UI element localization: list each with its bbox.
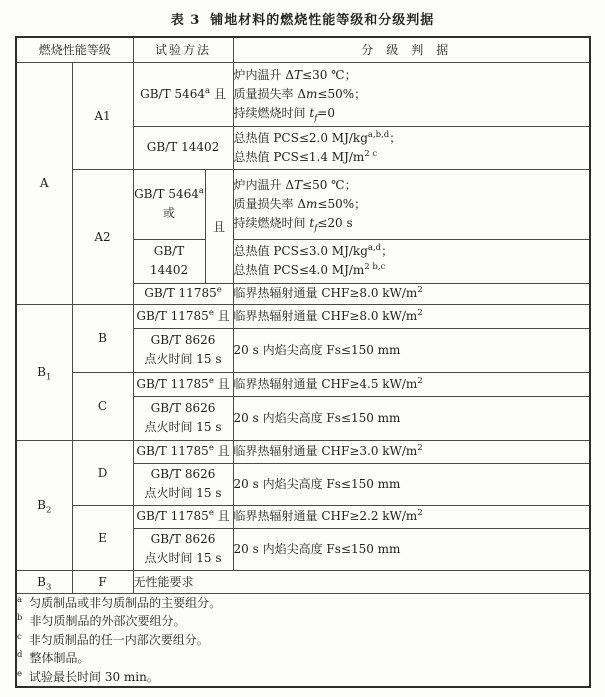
grade-B3-cell: $B_3$ — [16, 570, 72, 593]
criteria-E-flame: 20 s 内焰尖高度 Fs≤150 mm — [233, 528, 590, 570]
method-D-8626: GB/T 8626 点火时间 15 s — [133, 463, 233, 505]
criteria-C-flame: 20 s 内焰尖高度 Fs≤150 mm — [233, 396, 590, 440]
footnote-c: $^c$ 非匀质制品的任一内部次要组分。 — [17, 631, 209, 647]
method-C-11785: GB/T 11785e 且 — [133, 372, 233, 396]
footnote-a: $^a$ 匀质制品或非匀质制品的主要组分。 — [17, 594, 222, 610]
criteria-B-chf: 临界热辐射通量 CHF≥8.0 $kW/m^2$ — [233, 304, 590, 328]
grade-A1-cell: A1 — [72, 62, 133, 169]
method-B-8626: GB/T 8626 点火时间 15 s — [133, 328, 233, 372]
header-method: 试验方法 — [133, 37, 233, 62]
method-C-8626: GB/T 8626 点火时间 15 s — [133, 396, 233, 440]
table-title-text: 铺地材料的燃烧性能等级和分级判据 — [210, 13, 435, 28]
header-grade: 燃烧性能等级 — [16, 37, 133, 62]
grade-B-cell: B — [72, 304, 133, 372]
footnotes-block — [16, 593, 590, 687]
method-D-11785: GB/T 11785e 且 — [133, 440, 233, 463]
grade-D-cell: D — [72, 440, 133, 505]
criteria-D-chf: 临界热辐射通量 CHF≥3.0 $kW/m^2$ — [233, 440, 590, 463]
criteria-A2-furnace: 炉内温升 ΔT≤50 ℃； 质量损失率 Δm≤50%； 持续燃烧时间 $t_f\le 20$ s — [233, 169, 590, 239]
method-A2-and: 且 — [205, 169, 233, 283]
criteria-E-chf: 临界热辐射通量 CHF≥2.2 $kW/m^2$ — [233, 505, 590, 528]
criteria-F-none: 无性能要求 — [133, 570, 590, 593]
criteria-A1-furnace: 炉内温升 ΔT≤30 ℃； 质量损失率 Δm≤50%； 持续燃烧时间 $t_f=0$ — [233, 62, 590, 126]
grade-F-cell: F — [72, 570, 133, 593]
method-B-11785: GB/T 11785e 且 — [133, 304, 233, 328]
grade-E-cell: E — [72, 505, 133, 570]
grade-A-cell: A — [16, 62, 72, 304]
grade-B1-cell: $B_1$ — [16, 304, 72, 440]
criteria-B-flame: 20 s 内焰尖高度 Fs≤150 mm — [233, 328, 590, 372]
table-number: 表 3 — [170, 13, 201, 28]
footnote-b: $^b$ 非匀质制品的外部次要组分。 — [17, 613, 186, 628]
criteria-A2-pcs: 总热值 PCS≤3.0 MJ/kg$^{a,d}$； 总热值 PCS≤4.0 $MJ/m^{2 b,c}$ — [233, 239, 590, 283]
method-A2-14402: GB/T 14402 — [133, 239, 205, 283]
method-A2-5464: GB/T 5464$^a$ 或 — [133, 169, 205, 239]
grade-C-cell: C — [72, 372, 133, 440]
method-E-8626: GB/T 8626 点火时间 15 s — [133, 528, 233, 570]
header-criteria: 分级判据 — [233, 37, 590, 62]
grade-A2-cell: A2 — [72, 169, 133, 304]
method-E-11785: GB/T 11785e 且 — [133, 505, 233, 528]
criteria-A2-chf: 临界热辐射通量 CHF≥8.0 $kW/m^2$ — [233, 283, 590, 304]
method-A1-5464: GB/T 5464$^a$ 且 — [133, 62, 233, 126]
method-A1-14402: GB/T 14402 — [133, 126, 233, 169]
classification-table — [15, 36, 591, 688]
grade-B2-cell: $B_2$ — [16, 440, 72, 570]
criteria-A1-pcs: 总热值 PCS≤2.0 MJ/kg$^{a,b,d}$； 总热值 PCS≤1.4 $MJ/m^{2 c}$ — [233, 126, 590, 169]
footnote-e: $^e$ 试验最长时间 30 min。 — [17, 668, 159, 684]
criteria-C-chf: 临界热辐射通量 CHF≥4.5 $kW/m^2$ — [233, 372, 590, 396]
criteria-D-flame: 20 s 内焰尖高度 Fs≤150 mm — [233, 463, 590, 505]
method-A2-11785: GB/T 11785e — [133, 283, 233, 304]
table-title — [0, 0, 605, 28]
footnote-d: $^d$ 整体制品。 — [17, 650, 90, 665]
